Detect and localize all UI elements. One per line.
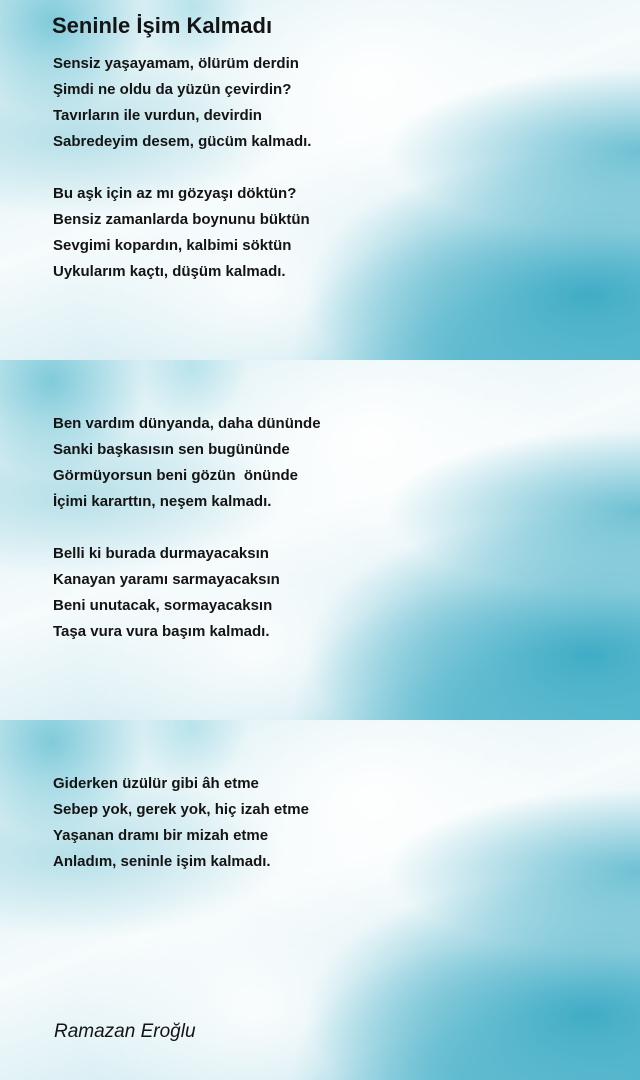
- stanza-4: [53, 541, 280, 645]
- poem-line: Beni unutacak, sormayacaksın: [53, 597, 273, 614]
- stanza-5: [53, 771, 309, 875]
- poem-line: Uykularım kaçtı, düşüm kalmadı.: [53, 263, 286, 280]
- poem-line: Sanki başkasısın sen bugününde: [53, 441, 290, 458]
- poem-author: Ramazan Eroğlu: [54, 1021, 196, 1042]
- poem-line: Şimdi ne oldu da yüzün çevirdin?: [53, 81, 292, 98]
- poem-line: Tavırların ile vurdun, devirdin: [53, 107, 262, 124]
- poem-line: Ben vardım dünyanda, daha dününde: [53, 415, 321, 432]
- poem-line: Sabredeyim desem, gücüm kalmadı.: [53, 133, 312, 150]
- poem-line: Sebep yok, gerek yok, hiç izah etme: [53, 801, 309, 818]
- poem-line: Taşa vura vura başım kalmadı.: [53, 623, 270, 640]
- stanza-3: [53, 411, 321, 515]
- stanza-1: [53, 51, 311, 155]
- stanza-2: [53, 181, 310, 285]
- poem-line: Sensiz yaşayamam, ölürüm derdin: [53, 55, 299, 72]
- poem-line: Sevgimi kopardın, kalbimi söktün: [53, 237, 292, 254]
- poem-line: Anladım, seninle işim kalmadı.: [53, 853, 271, 870]
- poem-line: Giderken üzülür gibi âh etme: [53, 775, 259, 792]
- poem-line: Görmüyorsun beni gözün önünde: [53, 467, 298, 484]
- poem-title: Seninle İşim Kalmadı: [52, 13, 273, 38]
- poem-line: İçimi kararttın, neşem kalmadı.: [53, 493, 272, 510]
- poem-line: Kanayan yaramı sarmayacaksın: [53, 571, 280, 588]
- poem-line: Yaşanan dramı bir mizah etme: [53, 827, 269, 844]
- poem-line: Belli ki burada durmayacaksın: [53, 545, 269, 562]
- poem-line: Bensiz zamanlarda boynunu büktün: [53, 211, 310, 228]
- poem-line: Bu aşk için az mı gözyaşı döktün?: [53, 185, 297, 202]
